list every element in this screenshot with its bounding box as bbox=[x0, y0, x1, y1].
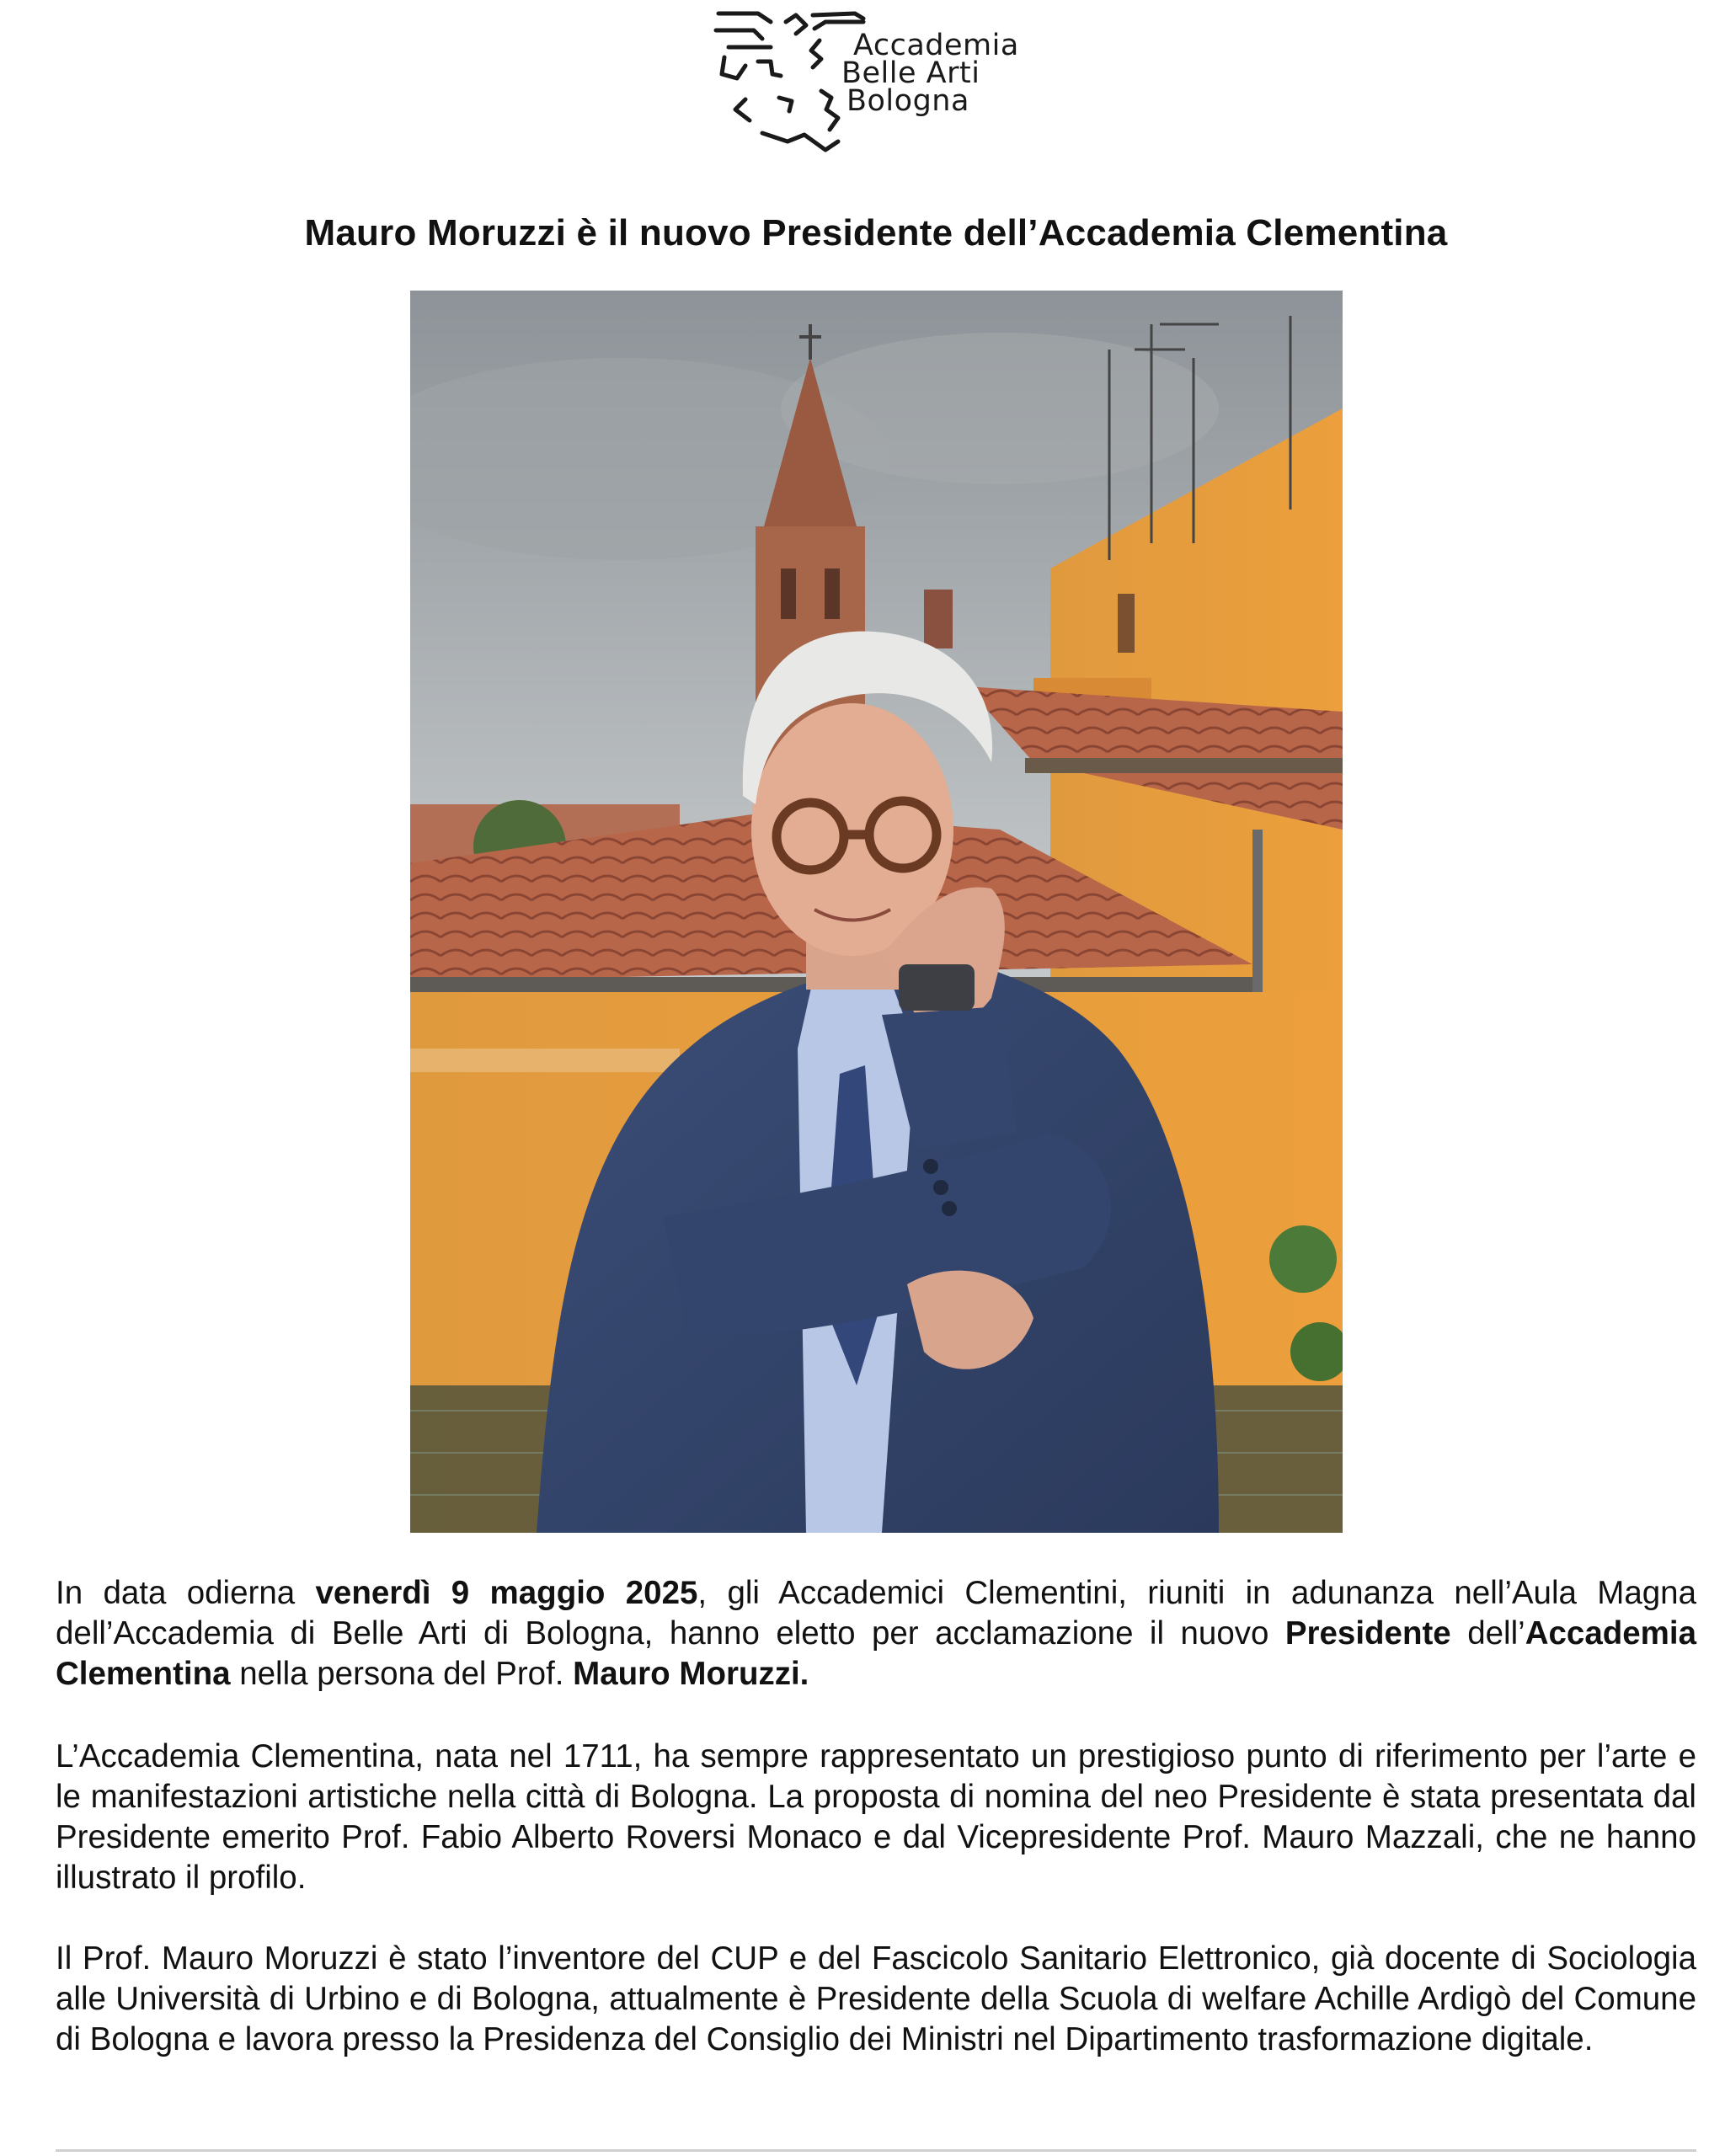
academy-logo-wordmark bbox=[841, 29, 1019, 118]
p1-text-3: dell’ bbox=[1450, 1615, 1525, 1652]
p1-person: Mauro Moruzzi. bbox=[573, 1656, 809, 1692]
p1-text-2: , gli Accademici Clementini, riuniti in adunanza nell’Aula Magna dell’Accademia di Belle Arti di Bologna, hanno eletto per acclamazione il nuovo bbox=[56, 1575, 1696, 1652]
p1-role: Presidente bbox=[1284, 1615, 1451, 1652]
logo-line-3: Bologna bbox=[846, 84, 969, 118]
article-paragraph-1 bbox=[56, 1573, 1696, 1694]
p1-text-1: In data odierna bbox=[56, 1575, 316, 1611]
logo-line-2: Belle Arti bbox=[841, 56, 980, 90]
footer-divider bbox=[56, 2149, 1696, 2152]
portrait-photo-icon bbox=[410, 291, 1343, 1533]
article-title: Mauro Moruzzi è il nuovo Presidente dell’Accademia Clementina bbox=[304, 212, 1448, 253]
p1-date: venerdì 9 maggio 2025 bbox=[315, 1575, 698, 1611]
logo-line-1: Accademia bbox=[853, 29, 1019, 62]
p1-institution: Accademia Clementina bbox=[56, 1615, 1696, 1692]
article-paragraph-3: Il Prof. Mauro Moruzzi è stato l’inventore del CUP e del Fascicolo Sanitario Elettronico, già docente di Sociologia alle Università di Urbino e di Bologna, attualmente è Presidente della Scuola di welfare Achille Ardigò del Comune di Bologna e lavora presso la Presidenza del Consiglio dei Ministri nel Dipartimento trasformazione digitale. bbox=[56, 1940, 1696, 2057]
article-paragraph-2: L’Accademia Clementina, nata nel 1711, ha sempre rappresentato un prestigioso punto di riferimento per l’arte e le manifestazioni artistiche nella città di Bologna. La proposta di nomina del neo Presidente è stata presentata dal Presidente emerito Prof. Fabio Alberto Roversi Monaco e dal Vicepresidente Prof. Mauro Mazzali, che ne hanno illustrato il profilo. bbox=[56, 1738, 1696, 1896]
portrait-photo bbox=[410, 291, 1343, 1533]
p1-text-4: nella persona del Prof. bbox=[230, 1656, 574, 1692]
academy-logo bbox=[712, 7, 1049, 158]
